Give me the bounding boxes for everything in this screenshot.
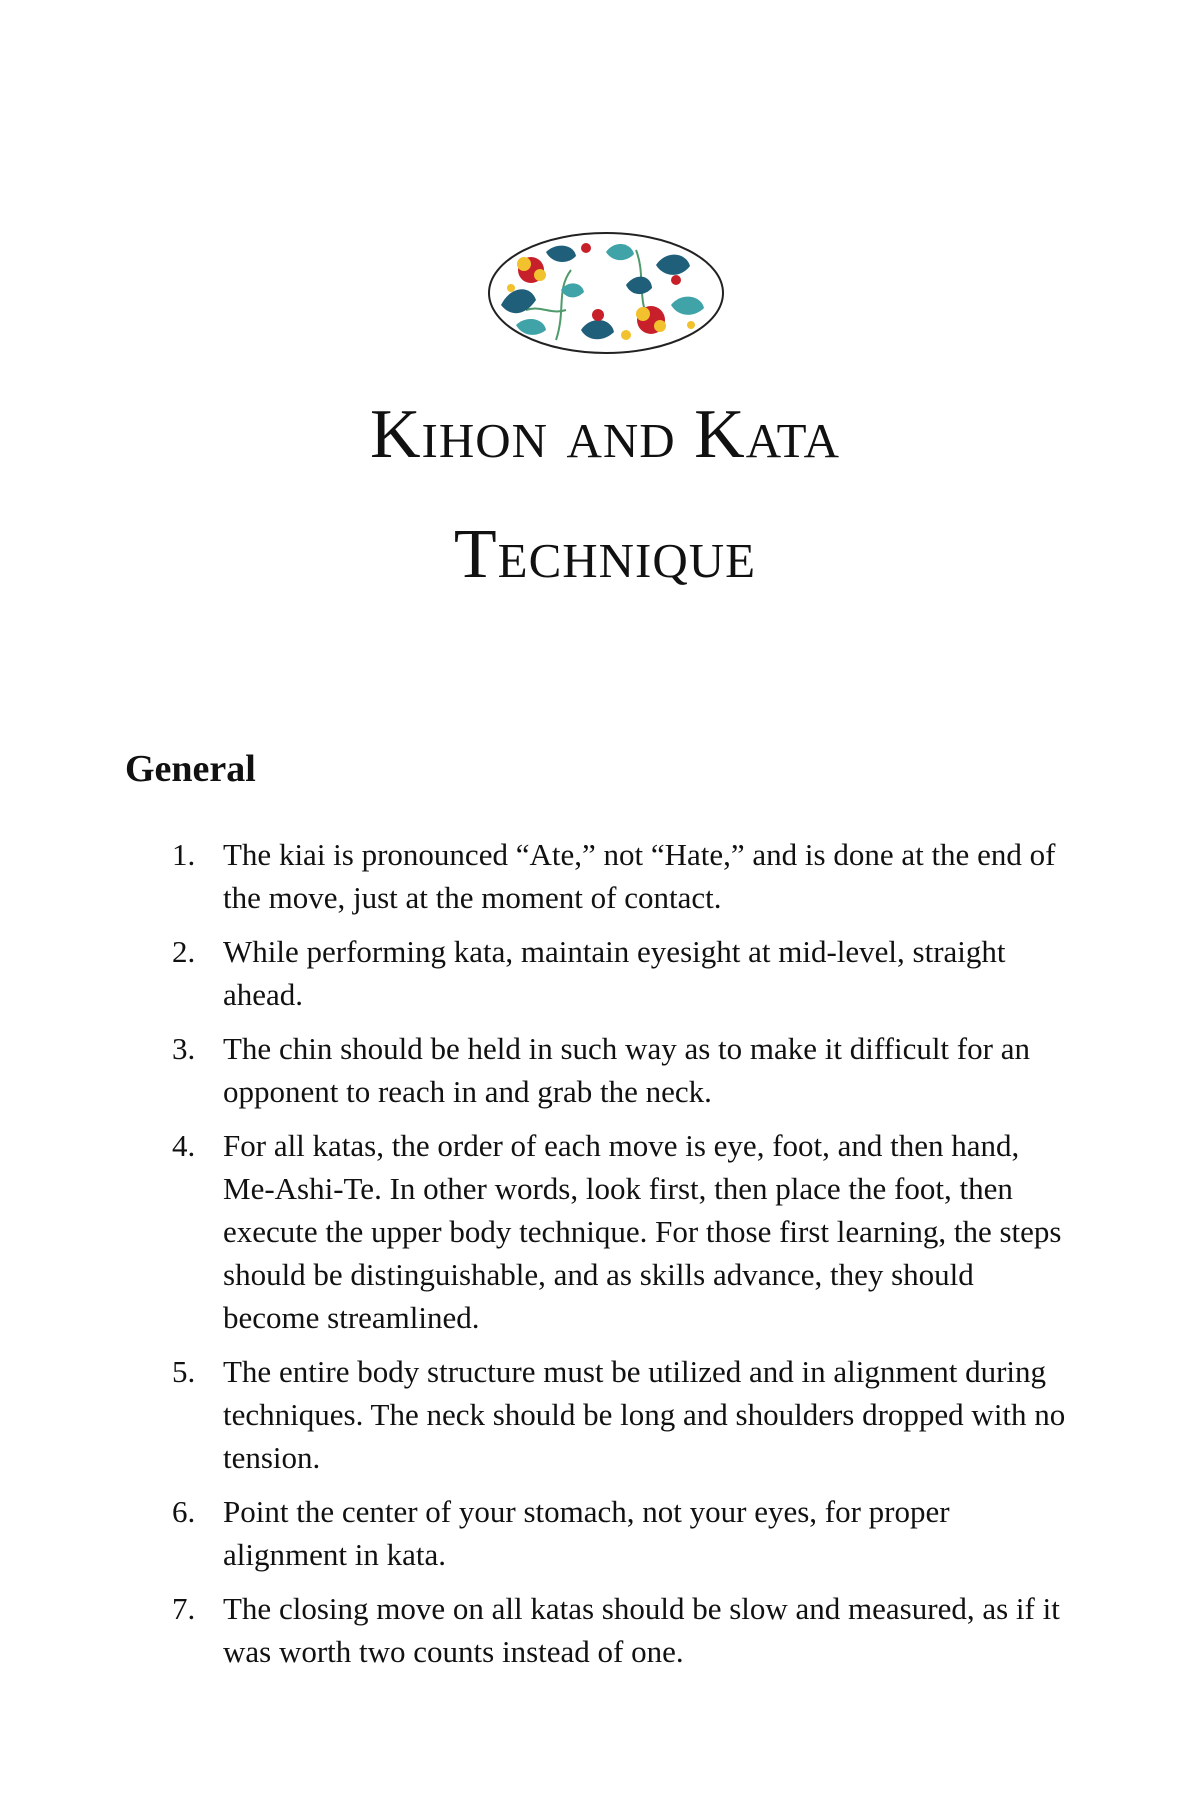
list-item-number: 1. [172, 837, 196, 872]
list-item-text: The closing move on all katas should be slow and measured, as if it was worth two counts instead of one. [223, 1591, 1060, 1669]
list-item-number: 3. [172, 1031, 196, 1066]
list-item-number: 6. [172, 1494, 196, 1529]
list-item-number: 7. [172, 1591, 196, 1626]
list-item-number: 5. [172, 1354, 196, 1389]
list-item [0, 1490, 1200, 1576]
list-item [0, 833, 1200, 919]
list-item-number: 4. [172, 1128, 196, 1163]
page-title: Kihon and Kata [369, 396, 841, 473]
list-item-text: The chin should be held in such way as to make it difficult for an opponent to reach in and grab the neck. [223, 1031, 1030, 1109]
list-item-text: Point the center of your stomach, not your eyes, for proper alignment in kata. [223, 1494, 950, 1572]
numbered-list [0, 833, 1200, 1684]
list-item-number: 2. [172, 934, 196, 969]
list-item-text: For all katas, the order of each move is eye, foot, and then hand, Me-Ashi-Te. In other words, look first, then place the foot, then execute the upper body technique. For those first learning, the steps should be distinguishable, and as skills advance, they should become streamlined. [223, 1128, 1062, 1335]
list-item-text: While performing kata, maintain eyesight at mid-level, straight ahead. [223, 934, 1006, 1012]
page-subtitle: Technique [453, 516, 757, 593]
list-item [0, 1027, 1200, 1113]
floral-oval-emblem-icon [486, 230, 726, 356]
list-item [0, 1350, 1200, 1479]
list-item [0, 930, 1200, 1016]
list-item [0, 1124, 1200, 1339]
list-item-text: The kiai is pronounced “Ate,” not “Hate,” and is done at the end of the move, just at the moment of contact. [223, 837, 1056, 915]
list-item [0, 1587, 1200, 1673]
section-heading-general: General [125, 748, 256, 790]
list-item-text: The entire body structure must be utilized and in alignment during techniques. The neck should be long and shoulders dropped with no tension. [223, 1354, 1066, 1475]
